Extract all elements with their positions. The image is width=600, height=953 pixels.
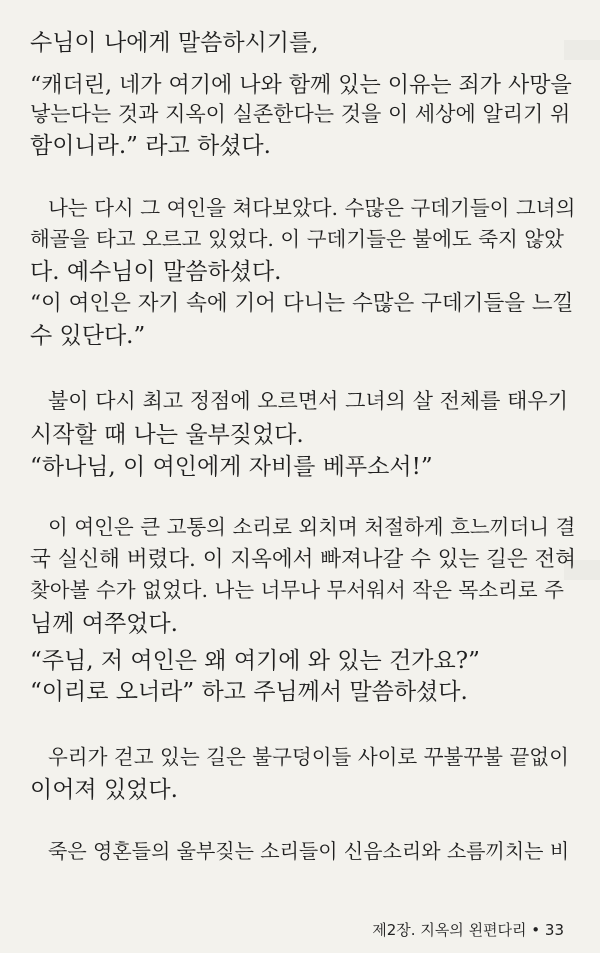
page-footer: 제2장. 지옥의 왼편다리 • 33 bbox=[372, 921, 564, 939]
text-line: 불이 다시 최고 정점에 오르면서 그녀의 살 전체를 태우기 bbox=[48, 389, 568, 413]
text-line: “이 여인은 자기 속에 기어 다니는 수많은 구데기들을 느낄 bbox=[30, 291, 574, 316]
text-line: 시작할 때 나는 울부짖었다. bbox=[30, 422, 304, 448]
text-line: 해골을 타고 오르고 있었다. 이 구데기들은 불에도 죽지 않았 bbox=[30, 227, 564, 251]
text-line: 님께 여쭈었다. bbox=[30, 611, 178, 637]
text-line: 이 여인은 큰 고통의 소리로 외치며 처절하게 흐느끼더니 결 bbox=[48, 515, 576, 539]
text-line: “이리로 오너라” 하고 주님께서 말씀하셨다. bbox=[30, 679, 468, 705]
text-line: 이어져 있었다. bbox=[30, 777, 178, 803]
text-line: 함이니라.” 라고 하셨다. bbox=[30, 133, 271, 159]
text-line: 낳는다는 것과 지옥이 실존한다는 것을 이 세상에 알리기 위 bbox=[30, 102, 571, 126]
text-line: 우리가 걷고 있는 길은 불구덩이들 사이로 꾸불꾸불 끝없이 bbox=[48, 745, 569, 769]
text-line: “캐더린, 네가 여기에 나와 함께 있는 이유는 죄가 사망을 bbox=[30, 73, 572, 98]
text-line: “하나님, 이 여인에게 자비를 베푸소서!” bbox=[30, 454, 433, 480]
text-line: 나는 다시 그 여인을 쳐다보았다. 수많은 구데기들이 그녀의 bbox=[48, 196, 576, 220]
bleed-through-mark bbox=[564, 40, 600, 60]
text-line: 찾아볼 수가 없었다. 나는 너무나 무서워서 작은 목소리로 주 bbox=[30, 578, 564, 602]
text-line: 수 있단다.” bbox=[30, 323, 146, 349]
text-line: “주님, 저 여인은 왜 여기에 와 있는 건가요?” bbox=[30, 648, 480, 674]
text-line: 수님이 나에게 말씀하시기를, bbox=[30, 30, 319, 56]
text-line: 다. 예수님이 말씀하셨다. bbox=[30, 259, 282, 285]
text-line: 죽은 영혼들의 울부짖는 소리들이 신음소리와 소름끼치는 비 bbox=[48, 839, 570, 863]
text-line: 국 실신해 버렸다. 이 지옥에서 빠져나갈 수 있는 길은 전혀 bbox=[30, 547, 577, 572]
